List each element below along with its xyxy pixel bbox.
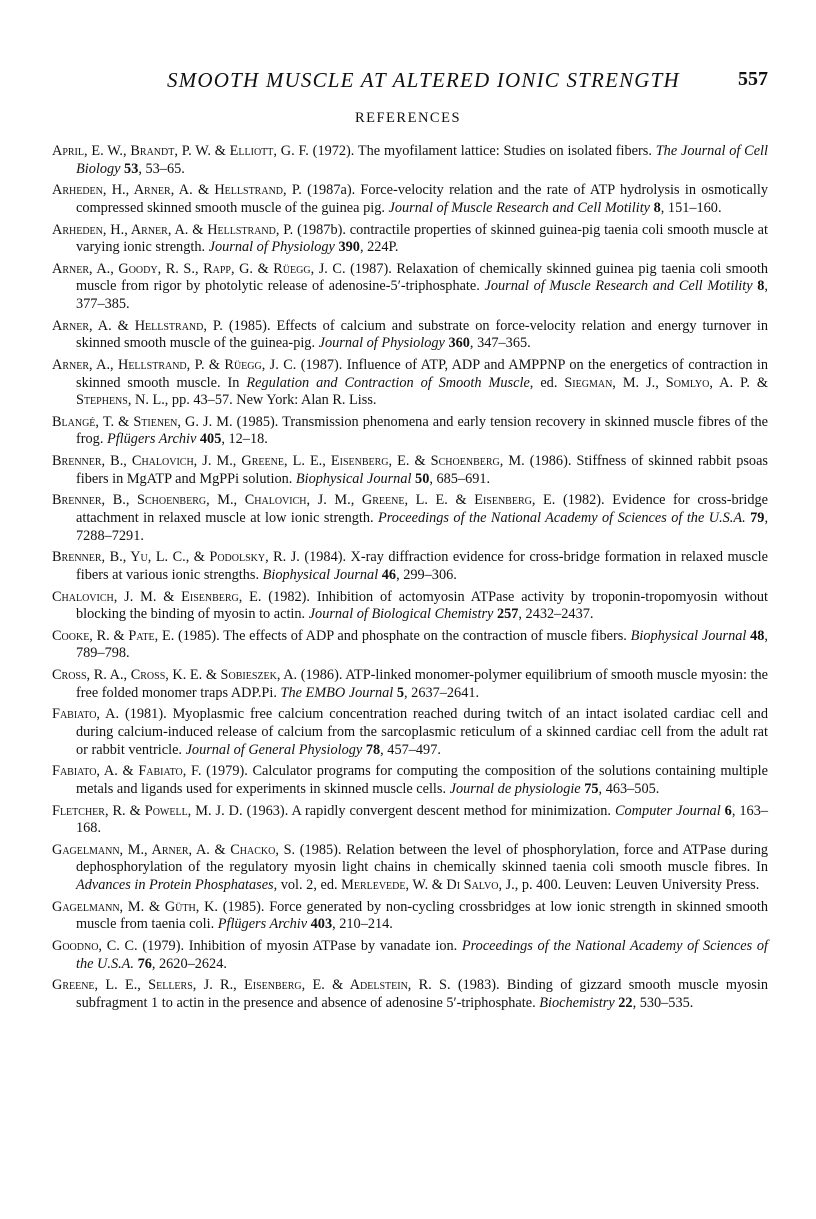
ref-source: Journal of Biological Chemistry [308, 606, 494, 623]
ref-authors: Brenner, B., Yu, L. C., & Podolsky, R. J. [52, 549, 300, 566]
ref-volume: 8 [653, 199, 661, 216]
ref-text: (1987a). Force-velocity relation and the rate of ATP hydrolysis in osmotically compressed skinned smooth muscle of the guinea pig. [76, 182, 768, 216]
reference-item [52, 143, 768, 178]
ref-source: The EMBO Journal [280, 684, 394, 701]
reference-item [52, 549, 768, 584]
ref-authors: Brenner, B., Chalovich, J. M., Greene, L. E., Eisenberg, E. & Schoenberg, M. [52, 453, 525, 470]
ref-pages: , 2432–2437. [518, 606, 594, 623]
ref-authors: Fletcher, R. & Powell, M. J. D. [52, 802, 243, 819]
ref-source: Proceedings of the National Academy of Sciences of the U.S.A. [378, 510, 746, 527]
ref-authors: Gagelmann, M., Arner, A. & Chacko, S. [52, 841, 296, 858]
ref-source: Proceedings of the National Academy of Sciences of the U.S.A. [76, 938, 768, 972]
reference-item [52, 899, 768, 934]
ref-volume: 75 [584, 780, 599, 797]
ref-source: Journal of Physiology [208, 239, 335, 256]
ref-volume: 360 [448, 335, 470, 352]
ref-text: (1985). Force generated by non-cycling crossbridges at low ionic strength in skinned smooth muscle from taenia coli. [76, 898, 768, 933]
ref-authors: Arner, A., Hellstrand, P. & Rüegg, J. C. [52, 357, 297, 373]
reference-item [52, 938, 768, 973]
ref-source: Regulation and Contraction of Smooth Muscle [246, 374, 530, 391]
ref-authors: Fabiato, A. [52, 706, 120, 723]
ref-authors: Arner, A. & Hellstrand, P. [52, 317, 223, 334]
ref-pages: , 2620–2624. [151, 955, 227, 972]
ref-volume: 390 [338, 239, 360, 256]
ref-pages: , 789–798. [76, 627, 768, 662]
ref-authors: Arner, A., Goody, R. S., Rapp, G. & Rüegg, J. C. [52, 260, 346, 277]
ref-source: Pflügers Archiv [106, 431, 197, 448]
reference-item [52, 589, 768, 624]
page-number: 557 [738, 68, 768, 90]
ref-text: (1987). Relaxation of chemically skinned guinea pig taenia coli smooth muscle from rigor by photolytic release of adenosine-5′-triphosphate. [76, 260, 768, 295]
ref-authors: Fabiato, A. & Fabiato, F. [52, 763, 202, 780]
ref-source: Journal of General Physiology [185, 741, 363, 758]
ref-source: Journal of Muscle Research and Cell Motility [388, 199, 651, 216]
ref-pages: , 347–365. [469, 335, 531, 352]
ref-volume: 405 [199, 431, 222, 448]
ref-mid: , vol. 2, ed. [273, 877, 342, 894]
ref-pages: , 12–18. [221, 431, 268, 448]
ref-authors: Blangé, T. & Stienen, G. J. M. [52, 413, 233, 430]
reference-item [52, 492, 768, 545]
reference-item [52, 318, 768, 353]
ref-source: Biophysical Journal [630, 627, 747, 644]
ref-text: (1963). A rapidly convergent descent method for minimization. [242, 802, 615, 819]
ref-volume: 48 [750, 627, 765, 644]
ref-text: (1985). Transmission phenomena and early tension recovery in skinned muscle fibres of the frog. [76, 413, 769, 448]
ref-text: (1986). Stiffness of skinned rabbit psoas fibers in MgATP and MgPPi solution. [76, 453, 768, 487]
ref-authors: Cooke, R. & Pate, E. [52, 627, 175, 644]
ref-pages: , pp. 43–57. New York: Alan R. Liss. [164, 392, 377, 409]
ref-text: (1984). X-ray diffraction evidence for cross-bridge formation in relaxed muscle fibers at various ionic strengths. [76, 549, 768, 583]
ref-authors: Arheden, H., Arner, A. & Hellstrand, P. [52, 182, 302, 199]
ref-source: Pflügers Archiv [217, 916, 308, 933]
section-heading: REFERENCES [354, 110, 462, 126]
ref-text: (1979). Inhibition of myosin ATPase by vanadate ion. [137, 938, 462, 955]
ref-source: Advances in Protein Phosphatases [76, 877, 274, 894]
ref-source: Computer Journal [615, 802, 721, 819]
ref-authors: Gagelmann, M. & Güth, K. [52, 898, 218, 915]
ref-text: (1983). Binding of gizzard smooth muscle myosin subfragment 1 to actin in the presence and absence of adenosine 5′-triphosphate. [76, 977, 768, 1011]
ref-editors: Merlevede, W. & Di Salvo, J. [341, 877, 515, 894]
ref-text: (1982). Inhibition of actomyosin ATPase activity by troponin-tropomyosin without blocking the binding of myosin to actin. [76, 588, 769, 623]
ref-text: (1985). Relation between the level of phosphorylation, force and ATPase during dephosphorylation of the regulatory myosin light chains in chemically skinned taenia coli smooth muscle fibres. In [76, 841, 768, 876]
ref-text: (1985). Effects of calcium and substrate on force-velocity relation and energy turnover in skinned smooth muscle of the guinea-pig. [76, 317, 768, 352]
ref-volume: 79 [750, 510, 765, 527]
ref-pages: , 530–535. [632, 994, 694, 1011]
ref-text: (1979). Calculator programs for computing the composition of the solutions containing multiple metals and ligands used for experiments in skinned muscle cells. [76, 763, 768, 797]
ref-authors: Cross, R. A., Cross, K. E. & Sobieszek, A. [52, 667, 298, 684]
reference-item [52, 977, 768, 1012]
ref-text: (1985). The effects of ADP and phosphate on the contraction of muscle fibers. [174, 627, 631, 644]
ref-source: Biophysical Journal [262, 566, 379, 583]
ref-volume: 46 [381, 566, 397, 583]
reference-item [52, 182, 768, 217]
ref-volume: 78 [365, 741, 381, 758]
reference-item [52, 706, 768, 759]
ref-mid: , ed. [529, 374, 565, 391]
reference-item [52, 222, 768, 257]
ref-authors: Goodno, C. C. [52, 938, 138, 955]
ref-source: Biochemistry [539, 994, 615, 1011]
ref-volume: 403 [310, 916, 333, 933]
reference-item [52, 261, 768, 314]
ref-pages: , 53–65. [138, 160, 185, 177]
reference-item [52, 763, 768, 798]
reference-list [52, 143, 768, 1017]
reference-item [52, 667, 768, 702]
reference-item [52, 357, 768, 410]
ref-editors: Siegman, M. J., Somlyo, A. P. & Stephens, N. L. [76, 374, 768, 409]
ref-text: (1987). Influence of ATP, ADP and AMPPNP on the energetics of contraction in skinned smooth muscle. In [76, 357, 768, 391]
ref-pages: , 163–168. [76, 802, 768, 837]
ref-text: (1972). The myofilament lattice: Studies on isolated fibers. [308, 143, 656, 159]
ref-source: Journal of Muscle Research and Cell Motility [484, 278, 753, 295]
ref-pages: , 457–497. [380, 741, 441, 758]
ref-volume: 76 [137, 955, 152, 972]
ref-source: The Journal of Cell Biology [76, 143, 768, 177]
reference-item [52, 453, 768, 488]
ref-authors: April, E. W., Brandt, P. W. & Elliott, G. F. [52, 143, 309, 159]
ref-volume: 6 [724, 802, 732, 819]
ref-volume: 257 [496, 606, 519, 623]
ref-source: Journal de physiologie [449, 780, 581, 797]
ref-authors: Arheden, H., Arner, A. & Hellstrand, P. [52, 221, 294, 238]
ref-text: (1982). Evidence for cross-bridge attachment in relaxed muscle at low ionic strength. [76, 492, 768, 527]
ref-volume: 50 [415, 470, 430, 487]
ref-pages: , 463–505. [598, 780, 660, 797]
page-header [52, 68, 768, 98]
ref-source: Journal of Physiology [318, 335, 445, 352]
reference-item [52, 628, 768, 663]
ref-volume: 5 [396, 684, 405, 701]
ref-authors: Greene, L. E., Sellers, J. R., Eisenberg, E. & Adelstein, R. S. [52, 977, 451, 994]
ref-text: (1987b). contractile properties of skinned guinea-pig taenia coli smooth muscle at varying ionic strength. [76, 221, 768, 256]
ref-text: (1986). ATP-linked monomer-polymer equilibrium of smooth muscle myosin: the free folded monomer traps ADP.Pi. [76, 667, 768, 701]
ref-pages: , 7288–7291. [76, 510, 769, 544]
ref-pages: , 224P. [359, 239, 399, 256]
reference-item [52, 803, 768, 838]
ref-volume: 8 [757, 278, 765, 295]
ref-pages: , 2637–2641. [404, 684, 480, 701]
ref-volume: 53 [124, 160, 139, 177]
ref-pages: , 377–385. [76, 278, 768, 313]
ref-pages: , 151–160. [660, 199, 722, 216]
ref-pages: , 210–214. [332, 916, 393, 933]
ref-volume: 22 [618, 994, 633, 1011]
ref-pages: , 299–306. [396, 566, 457, 583]
ref-text: (1981). Myoplasmic free calcium concentration reached during twitch of an intact isolated cardiac cell and during calcium-induced release of calcium from the sarcoplasmic reticulum of a skinned cardiac cell from the adult rat or rabbit ventricle. [76, 706, 768, 758]
reference-item [52, 414, 768, 449]
reference-item [52, 842, 768, 895]
ref-authors: Chalovich, J. M. & Eisenberg, E. [52, 588, 262, 605]
ref-pages: , p. 400. Leuven: Leuven University Press. [514, 877, 760, 894]
ref-source: Biophysical Journal [295, 470, 412, 487]
ref-pages: , 685–691. [429, 470, 491, 487]
running-title: SMOOTH MUSCLE AT ALTERED IONIC STRENGTH [167, 68, 680, 92]
ref-authors: Brenner, B., Schoenberg, M., Chalovich, J. M., Greene, L. E. & Eisenberg, E. [52, 492, 556, 509]
